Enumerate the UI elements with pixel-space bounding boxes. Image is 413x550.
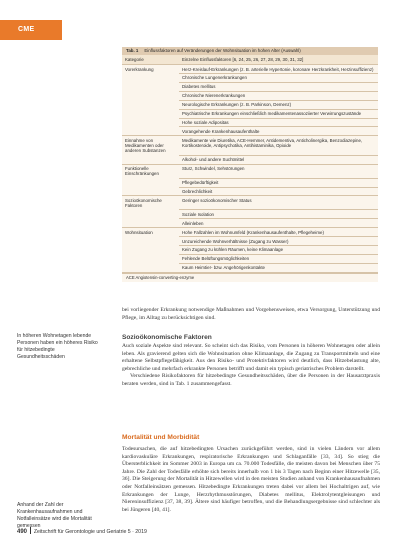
factor-cell: Soziale Isolation: [179, 210, 378, 219]
table-footnote: ACE Angiotensin-converting-enzyme: [122, 273, 378, 282]
social-paragraph-1: Auch soziale Aspekte sind relevant. So scheint sich das Risiko, vom Personen in höheren Wohnetagen oder allein leben. Als gravierend gelten sich die Wohnsituation ohne Klimaanlage, die Zugang zu Transportmitteln und eine erhaltene Selbstpflegefähigkeit. Aus den Risiko- und Protektivfaktoren wird deutlich, dass Hitzebelastung alte, gebrechliche und mehrfach erkrankte Personen betrifft und damit ein typisch geriatrisches Problem darstellt.: [122, 343, 380, 372]
category-cell: [122, 237, 179, 246]
factor-cell: Gebrechlichkeit: [179, 187, 378, 196]
table-row: [122, 136, 378, 155]
margin-note-2: Anhand der Zahl der Krankenhausaufnahmen und Notfalleinsätze wird die Mortalität gemessen: [17, 502, 92, 529]
category-cell: [122, 187, 179, 196]
table-row: [122, 178, 378, 187]
category-cell: [122, 263, 179, 272]
factor-table: [122, 55, 378, 273]
category-cell: [122, 219, 179, 228]
category-cell: [122, 74, 179, 83]
intro-paragraph: bei vorliegender Erkrankung notwendige Maßnahmen und Vorgehensweisen, etwa Versorgung, Unterstützung und Pflege, im Alltag zu berücksichtigen sind.: [122, 307, 380, 321]
social-paragraph-2: [122, 373, 380, 388]
table-row: [122, 127, 378, 136]
table-row: [122, 263, 378, 272]
footer-separator: [30, 527, 31, 534]
factor-cell: Vorangehende Krankenhausaufenthalte: [179, 127, 378, 136]
social-paragraph-2-text: Verschiedene Risikofaktoren für hitzebedingte Gesundheitsschäden, über die Personen in der Hausarztpraxis beraten werden, sind in Tab. 1 zusammengefasst.: [122, 373, 380, 387]
cme-badge: CME: [0, 20, 62, 40]
factor-cell: Chronische Lungenerkrankungen: [179, 74, 378, 83]
category-cell: Wohnsituation: [122, 228, 179, 237]
factor-cell: Diabetes mellitus: [179, 82, 378, 91]
factor-cell: Pflegebedürftigkeit: [179, 178, 378, 187]
factor-cell: Neurologische Erkrankungen (z. B. Parkinson, Demenz): [179, 100, 378, 109]
category-cell: Vorerkrankung: [122, 65, 179, 74]
category-cell: [122, 118, 179, 127]
journal-name: Zeitschrift für Gerontologie und Geriatrie 5 · 2019: [33, 529, 147, 535]
page-number: 490: [17, 529, 28, 535]
table-number: Tab. 1: [126, 48, 139, 53]
table-row: [122, 118, 378, 127]
table-caption: [122, 47, 378, 55]
factor-cell: Fehlende Belüftungsmöglichkeiten: [179, 254, 378, 263]
category-cell: [122, 82, 179, 91]
table-row: [122, 237, 378, 246]
table-row: [122, 155, 378, 164]
factor-cell: Alkohol- und andere Suchtmittel: [179, 155, 378, 164]
table-row: [122, 164, 378, 178]
factor-cell: Hohe soziale Adipositas: [179, 118, 378, 127]
table-caption-text: Einflussfaktoren auf Veränderungen der Wohnsituation im hohen Alter (Auswahl): [144, 48, 301, 53]
factor-cell: Unzureichende Wohnverhältnisse (Zugang zu Wasser): [179, 237, 378, 246]
category-cell: Funktionelle Einschränkungen: [122, 164, 179, 178]
table-row: [122, 228, 378, 237]
category-cell: Sozioökonomische Faktoren: [122, 196, 179, 210]
social-factors-heading: Sozioökonomische Faktoren: [122, 334, 212, 341]
table-row: [122, 196, 378, 210]
category-cell: [122, 100, 179, 109]
table-row: [122, 74, 378, 83]
header-category: Kategorie: [122, 55, 179, 65]
table-row: [122, 109, 378, 118]
table-row: [122, 187, 378, 196]
margin-note-1: In höheren Wohnetagen lebende Personen haben ein höheres Risiko für hitzebedingte Gesundheitsschäden: [17, 333, 98, 360]
table-header-row: [122, 55, 378, 65]
category-cell: [122, 178, 179, 187]
table-row: [122, 246, 378, 255]
category-cell: [122, 254, 179, 263]
factor-cell: Hohe Fallzahlen im Wohnumfeld (Krankenhausaufenthalte, Pflegeheime): [179, 228, 378, 237]
page-footer: [17, 527, 147, 536]
table-body: [122, 65, 378, 273]
category-cell: Einnahme von Medikamenten oder anderen Substanzen: [122, 136, 179, 155]
table-row: [122, 100, 378, 109]
factor-cell: Chronische Nierenerkrankungen: [179, 91, 378, 100]
risk-factor-table: [122, 47, 378, 282]
category-cell: [122, 109, 179, 118]
mortality-heading: Mortalität und Morbidität: [122, 434, 200, 441]
category-cell: [122, 210, 179, 219]
factor-cell: Medikamente wie Diuretika, ACE-Hemmer, Antidementiva, Anticholinergika, Benzodiazepine, Kortikosteroide, Antipsychotika, Antihistaminika, Opioide: [179, 136, 378, 155]
table-row: [122, 254, 378, 263]
table-row: [122, 219, 378, 228]
table-row: [122, 210, 378, 219]
header-factors: Einzelne Einflussfaktoren [6, 24, 25, 26, 27, 28, 29, 30, 31, 32]: [179, 55, 378, 65]
social-factors-text: [122, 343, 380, 389]
table-row: [122, 82, 378, 91]
category-cell: [122, 91, 179, 100]
factor-cell: Herz-Kreislauf-Erkrankungen (z. B. arterielle Hypertonie, koronare Herzkrankheit, Herzinsuffizienz): [179, 65, 378, 74]
category-cell: [122, 246, 179, 255]
factor-cell: Alleinleben: [179, 219, 378, 228]
table-row: [122, 65, 378, 74]
factor-cell: Kaum Heimtier- bzw. Angehörigenkontakte: [179, 263, 378, 272]
factor-cell: Geringer sozioökonomischer Status: [179, 196, 378, 210]
table-row: [122, 91, 378, 100]
factor-cell: Kein Zugang zu kühlen Räumen, keine Klimaanlage: [179, 246, 378, 255]
category-cell: [122, 127, 179, 136]
factor-cell: Psychiatrische Erkrankungen einschließlich medikamentenassoziierter Verwirrungszustände: [179, 109, 378, 118]
category-cell: [122, 155, 179, 164]
factor-cell: Sturz, Schwindel, Sehstörungen: [179, 164, 378, 178]
mortality-paragraph: Todesursachen, die auf hitzebedingten Ursachen zurückgeführt werden, sind in vielen Ländern vor allem kardiovaskuläre Erkrankungen, respiratorische Erkrankungen und Schlaganfälle [33, 34]. So stieg die Übersterblichkeit im Sommer 2003 in Europa um ca. 70.000 Todesfälle, die meisten davon bei Menschen über 75 Jahre. Die Zahl der Todesfälle erhöhte sich bereits innerhalb von 1 bis 3 Tagen nach Beginn einer Hitzewelle [35, 36]. Die Steigerung der Mortalität in Hitzewellen wird in den meisten Studien anhand von Krankenhausaufnahmen oder Notfalleinsätzen gemessen. Hitzebedingte Erkrankungen treten dabei vor allem bei Hochaltrigen auf, wie Erkrankungen der Lunge, Herzrhythmusstörungen, Diabetes mellitus, Elektrolytentgleisungen und Niereninsuffizienz [37, 38, 39]. Ältere sind häufiger betroffen, und die Behandlungsergebnisse sind schlechter als bei Jüngeren [40, 41].: [122, 446, 380, 513]
